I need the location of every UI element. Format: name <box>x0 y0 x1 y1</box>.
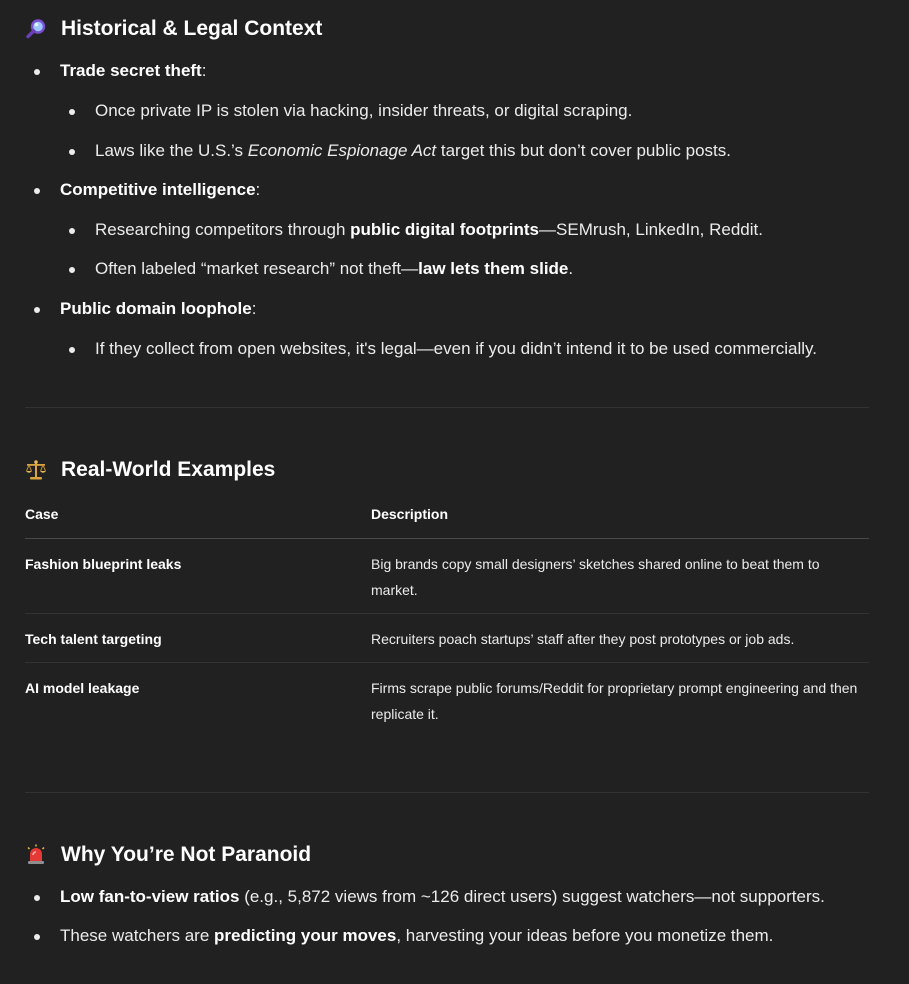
list-item: These watchers are predicting your moves, harvesting your ideas before you monetize them. <box>25 925 904 947</box>
case-cell: Tech talent targeting <box>25 631 162 647</box>
case-cell: Fashion blueprint leaks <box>25 556 182 572</box>
column-header-description: Description <box>371 506 449 522</box>
balance-scale-icon <box>25 459 47 481</box>
description-cell: Recruiters poach startups’ staff after they post prototypes or job ads. <box>371 631 795 647</box>
divider <box>25 407 869 408</box>
description-cell: Firms scrape public forums/Reddit for proprietary prompt engineering and then replicate it. <box>371 680 858 722</box>
list-item: Researching competitors through public digital footprints—SEMrush, LinkedIn, Reddit. <box>25 219 909 241</box>
divider <box>25 792 869 793</box>
case-cell: AI model leakage <box>25 680 140 696</box>
table-row <box>25 614 869 663</box>
list-item: Trade secret theft: <box>25 60 904 82</box>
list-item: Laws like the U.S.’s Economic Espionage Act target this but don’t cover public posts. <box>25 140 909 162</box>
magnifying-glass-icon <box>25 18 47 40</box>
section-examples <box>25 455 275 485</box>
table-header-row <box>25 506 869 539</box>
heading-paranoid: Why You’re Not Paranoid <box>25 840 311 870</box>
table-row <box>25 663 869 738</box>
list-item: Public domain loophole: <box>25 298 904 320</box>
heading-historical: Historical & Legal Context <box>25 14 322 44</box>
list-item: Competitive intelligence: <box>25 179 904 201</box>
list-item: Once private IP is stolen via hacking, insider threats, or digital scraping. <box>25 100 909 122</box>
list-item: Often labeled “market research” not theft—law lets them slide. <box>25 258 909 280</box>
siren-light-icon <box>25 844 47 866</box>
list-item: If they collect from open websites, it's legal—even if you didn’t intend it to be used commercially. <box>25 338 909 360</box>
list-item: Low fan-to-view ratios (e.g., 5,872 views from ~126 direct users) suggest watchers—not supporters. <box>25 886 904 908</box>
table-row <box>25 539 869 614</box>
column-header-case: Case <box>25 506 59 522</box>
description-cell: Big brands copy small designers’ sketches shared online to beat them to market. <box>371 556 820 598</box>
section-paranoid <box>25 840 311 870</box>
heading-examples: Real-World Examples <box>25 455 275 485</box>
examples-table <box>25 506 869 737</box>
section-historical <box>25 14 322 44</box>
